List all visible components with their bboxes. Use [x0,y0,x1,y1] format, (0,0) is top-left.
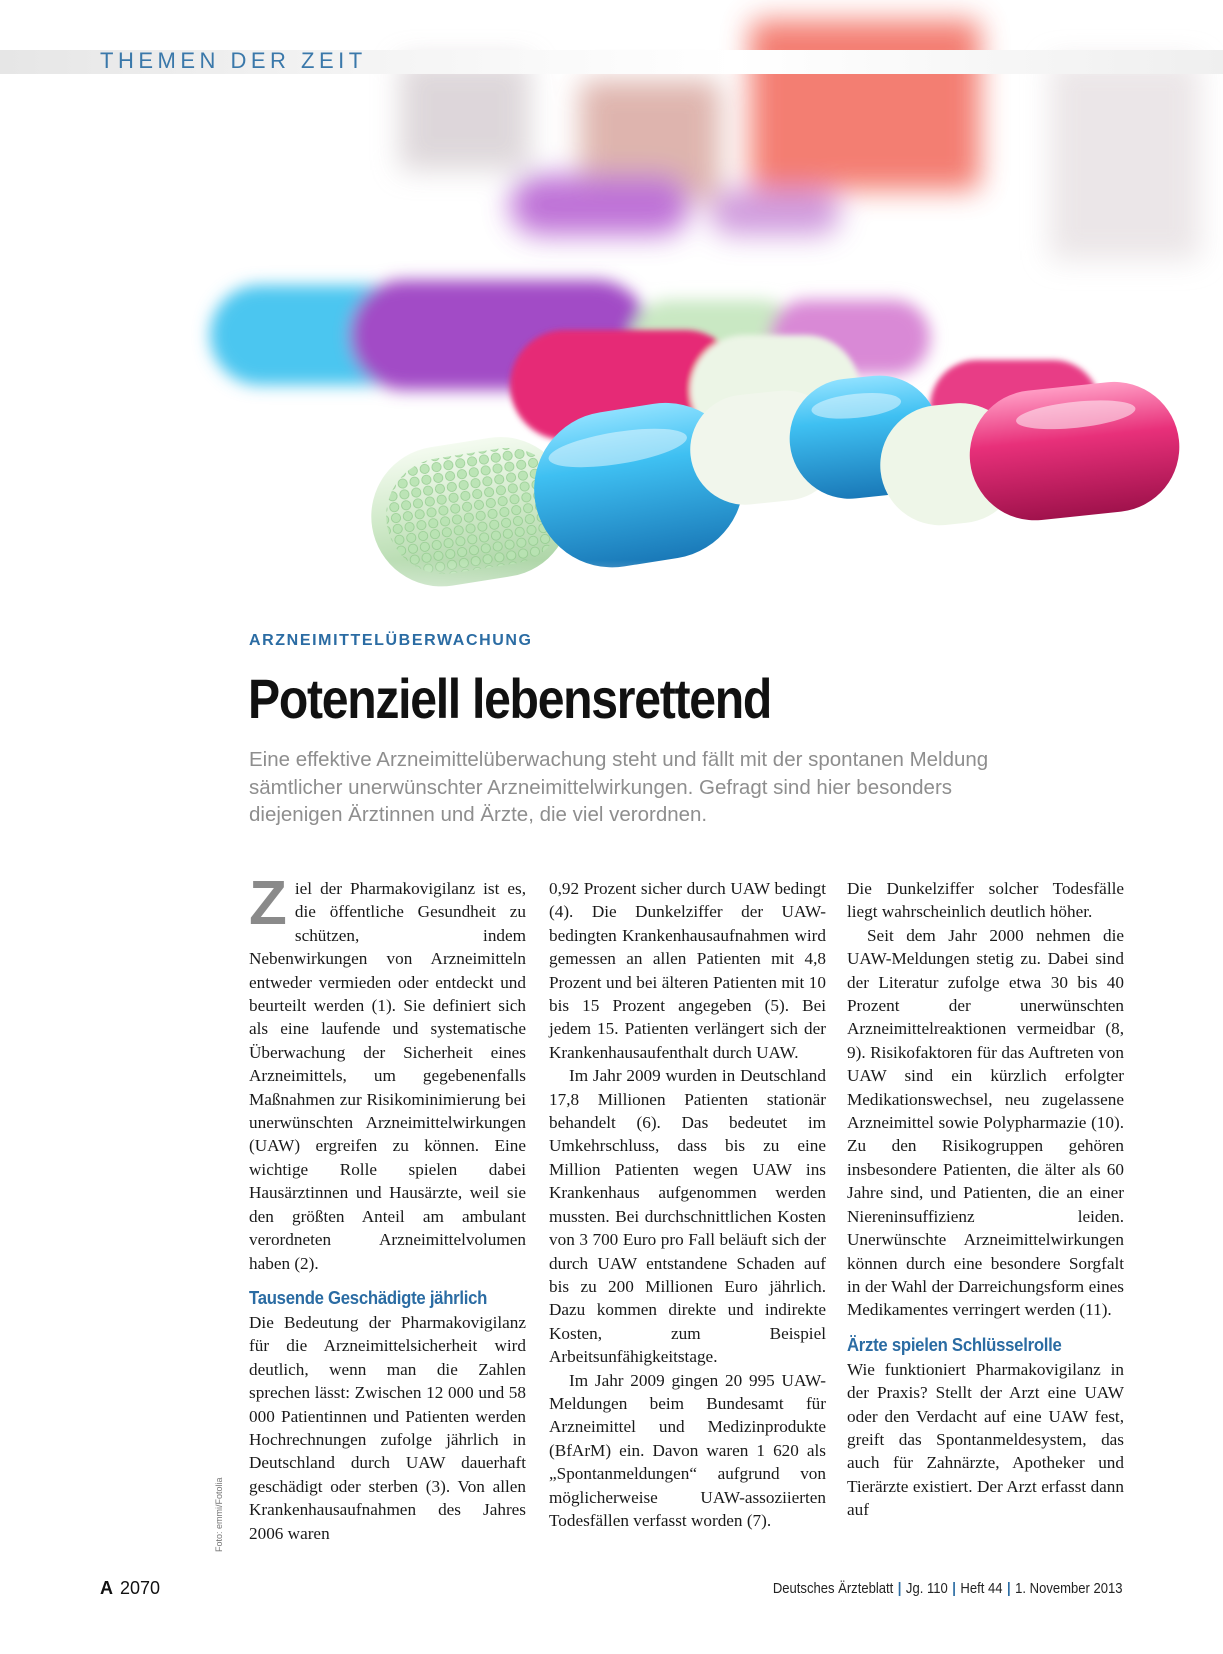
journal-issue: Heft 44 [960,1581,1003,1597]
capsules-photo [150,0,1223,620]
headline: Potenziell lebensrettend [248,667,772,730]
paragraph-seit-2000: Seit dem Jahr 2000 nehmen die UAW-Meldungen stetig zu. Dabei sind der Literatur zufolge etwa 30 bis 40 Prozent der unerwünschten Arzneimittelreaktionen vermeidbar (8, 9). Risikofaktoren für das Auftreten von UAW sind ein kürzlich erfolgter Medikationswechsel, neu zugelassene Arzneimittel sowie Polypharmazie (10). Zu den Risikogruppen gehören insbesondere Patienten, die älter als 60 Jahre sind, und Patienten, die an einer Niereninsuffizienz leiden. Unerwünschte Arzneimittelwirkungen können durch eine besondere Sorgfalt in der Wahl der Darreichungsform eines Medikamentes verringert werden (11). [847,925,1124,1320]
page-prefix: A [100,1578,113,1598]
journal-name: Deutsches Ärzteblatt [773,1581,894,1597]
kicker: ARZNEIMITTELÜBERWACHUNG [249,632,533,649]
drop-cap: Z [249,869,287,938]
intro-text: iel der Pharmakovigilanz ist es, die öffentliche Gesundheit zu schützen, indem Nebenwirkungen von Arzneimitteln entweder vermieden oder entdeckt und beurteilt werden (1). Sie definiert sich als eine laufende und systematische Überwachung der Sicherheit eines Arzneimittels, um gegebenenfalls Maßnahmen zur Risikominimierung bei unerwünschten Arzneimittelwirkungen (UAW) ergreifen zu können. Eine wichtige Rolle spielen dabei Hausärztinnen und Hausärzte, weil sie den größten Anteil am ambulant verordneten Arzneimittelvolumen haben (2). [249,879,526,1273]
section-label: THEMEN DER ZEIT [100,48,367,73]
text-column-3 [847,877,1124,1522]
page-number [100,1578,160,1599]
lead-paragraph: Eine effektive Arzneimittelüberwachung steht und fällt mit der spontanen Meldung sämtlicher unerwünschter Arzneimittelwirkungen. Gefragt sind hier besonders diejenigen Ärztinnen und Ärzte, die viel verordnen. [249,748,989,826]
footer-info: Deutsches Ärzteblatt | Jg. 110 | Heft 44 | 1. November 2013 [773,1581,1123,1597]
paragraph-praxis: Wie funktioniert Pharmakovigilanz in der Praxis? Stellt der Arzt eine UAW oder den Verdacht auf eine UAW fest, greift das Spontanmeldesystem, das auch für Zahnärzte, Apotheker und Tierärzte existiert. Der Arzt erfasst dann auf [847,1359,1124,1520]
issue-date: 1. November 2013 [1015,1581,1123,1597]
paragraph-dunkelziffer: Die Dunkelziffer solcher Todesfälle liegt wahrscheinlich deutlich höher. [847,879,1124,922]
text-column-1 [249,869,526,1545]
paragraph-uaw-meldungen: Im Jahr 2009 gingen 20 995 UAW-Meldungen beim Bundesamt für Arzneimittel und Medizinprodukte (BfArM) ein. Davon waren 1 620 als „Spontanmeldungen“ aufgrund von möglicherweise UAW-assoziierten Todesfällen verfasst worden (7). [549,1370,826,1530]
page-number-value: 2070 [120,1578,161,1598]
subhead-schluesselrolle: Ärzte spielen Schlüsselrolle [847,1334,1062,1355]
subhead-geschaedigte: Tausende Geschädigte jährlich [249,1287,488,1308]
intro-paragraph [249,869,526,1275]
text-column-2 [549,877,826,1532]
photo-credit: Foto: emmi/Fotolia [214,1477,224,1552]
paragraph-continued: 0,92 Prozent sicher durch UAW bedingt (4). Die Dunkelziffer der UAW-bedingten Krankenhausaufnahmen wird gemessen an allen Patienten mit 4,8 Prozent und bei älteren Patienten mit 10 bis 15 Prozent angegeben (5). Bei jedem 15. Patienten verlängert sich der Krankenhausaufenthalt durch UAW. [549,879,826,1062]
journal-volume: Jg. 110 [906,1581,949,1597]
paragraph-2009-patienten: Im Jahr 2009 wurden in Deutschland 17,8 Millionen Patienten stationär behandelt (6). Das bedeutet im Umkehrschluss, dass bis zu eine Million Patienten wegen UAW ins Krankenhaus aufgenommen werden mussten. Bei durchschnittlichen Kosten von 3 700 Euro pro Fall beläuft sich der durch UAW entstandene Schaden auf bis zu 200 Millionen Euro jährlich. Dazu kommen direkte und indirekte Kosten, zum Beispiel Arbeitsunfähigkeitstage. [549,1066,826,1367]
paragraph-bedeutung: Die Bedeutung der Pharmakovigilanz für die Arzneimittelsicherheit wird deutlich, wenn man die Zahlen sprechen lässt: Zwischen 12 000 und 58 000 Patientinnen und Patienten werden Hochrechnungen zufolge jährlich in Deutschland durch UAW dauerhaft geschädigt oder sterben (3). Von allen Krankenhausaufnahmen des Jahres 2006 waren [249,1312,526,1543]
